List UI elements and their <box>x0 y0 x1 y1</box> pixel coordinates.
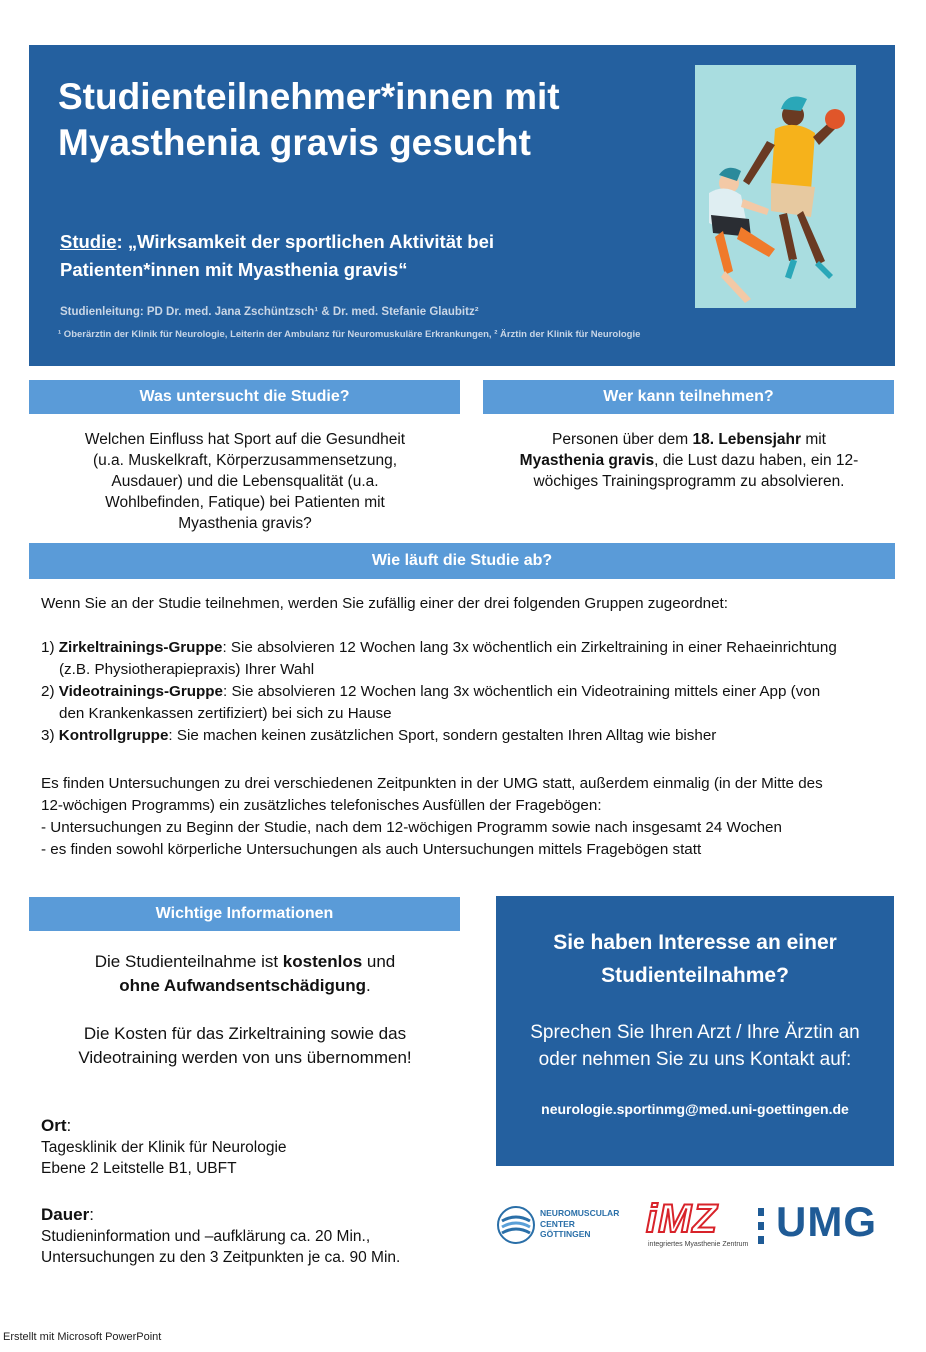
examination-bullet: - es finden sowohl körperliche Untersuchungen als auch Untersuchungen mittels Fragebögen statt <box>41 841 702 858</box>
section-heading-eligibility: Wer kann teilnehmen? <box>483 380 894 414</box>
page-title: Studienteilnehmer*innen mit Myasthenia gravis gesucht <box>58 76 560 163</box>
eligibility-text: Personen über dem 18. Lebensjahr mit Myasthenia gravis, die Lust dazu haben, ein 12- wöchiges Trainingsprogramm zu absolvieren. <box>519 431 859 490</box>
affiliation-note: ¹ Oberärztin der Klinik für Neurologie, Leiterin der Ambulanz für Neuromuskuläre Erkrankungen, ² Ärztin der Klinik für Neurologie <box>58 329 641 340</box>
cost-info: Die Studienteilnahme ist kostenlos und ohne Aufwandsentschädigung. Die Kosten für das Zirkeltraining sowie das Videotraining werden von uns übernommen! <box>78 952 412 1067</box>
neuromuscular-center-logo: NEUROMUSCULAR CENTER GÖTTINGEN <box>496 1203 636 1247</box>
footer-note: Erstellt mit Microsoft PowerPoint <box>3 1331 162 1343</box>
contact-text: Sprechen Sie Ihren Arzt / Ihre Ärztin an oder nehmen Sie zu uns Kontakt auf: <box>530 1022 860 1070</box>
procedure-intro: Wenn Sie an der Studie teilnehmen, werden Sie zufällig einer der drei folgenden Gruppen zugeordnet: <box>41 595 728 612</box>
group-item: 3) Kontrollgruppe: Sie machen keinen zusätzlichen Sport, sondern gestalten Ihren Alltag wie bisher <box>41 727 717 744</box>
section-heading-important-info: Wichtige Informationen <box>29 897 460 931</box>
umg-logo: UMG <box>776 1198 877 1245</box>
duration-info: Dauer: Studieninformation und –aufklärung ca. 20 Min., Untersuchungen zu den 3 Zeitpunkten je ca. 90 Min. <box>41 1205 401 1266</box>
study-purpose-text: Welchen Einfluss hat Sport auf die Gesundheit (u.a. Muskelkraft, Körperzusammensetzung, Ausdauer) und die Lebensqualität (u.a. Wohlbefinden, Fatique) bei Patienten mit Myasthenia gravis? <box>84 431 406 532</box>
contact-heading: Sie haben Interesse an einer Studienteilnahme? <box>553 931 837 987</box>
procedure-text <box>41 593 841 861</box>
basketball-players-illustration <box>695 65 856 308</box>
study-title: Studie: „Wirksamkeit der sportlichen Aktivität bei Patienten*innen mit Myasthenia gravis“ <box>60 231 495 280</box>
group-item: 1) Zirkeltrainings-Gruppe: Sie absolvieren 12 Wochen lang 3x wöchentlich ein Zirkeltraining in einer Rehaeinrichtung (z.B. Physiotherapiepraxis) Ihrer Wahl <box>41 639 837 678</box>
examination-info: Es finden Untersuchungen zu drei verschiedenen Zeitpunkten in der UMG statt, außerdem einmalig (in der Mitte des 12-wöchigen Programms) ein zusätzliches telefonisches Ausfüllen der Fragebögen: <box>41 775 823 814</box>
section-heading-procedure: Wie läuft die Studie ab? <box>29 543 895 579</box>
contact-email-link[interactable]: neurologie.sportinmg@med.uni-goettingen.de <box>541 1101 849 1117</box>
umg-divider-icon <box>758 1208 766 1244</box>
nmc-emblem-icon <box>496 1205 536 1245</box>
section-heading-study-purpose: Was untersucht die Studie? <box>29 380 460 414</box>
examination-bullet: - Untersuchungen zu Beginn der Studie, nach dem 12-wöchigen Programm sowie nach insgesamt 24 Wochen <box>41 819 782 836</box>
imz-logo: iMZ integriertes Myasthenie Zentrum <box>646 1197 749 1248</box>
location-info: Ort: Tagesklinik der Klinik für Neurologie Ebene 2 Leitstelle B1, UBFT <box>41 1116 287 1177</box>
contact-box <box>496 896 894 1166</box>
group-item: 2) Videotrainings-Gruppe: Sie absolvieren 12 Wochen lang 3x wöchentlich ein Videotraining mittels einer App (von den Krankenkassen zertifiziert) bei sich zu Hause <box>41 683 821 722</box>
study-leadership: Studienleitung: PD Dr. med. Jana Zschüntzsch¹ & Dr. med. Stefanie Glaubitz² <box>60 306 479 318</box>
